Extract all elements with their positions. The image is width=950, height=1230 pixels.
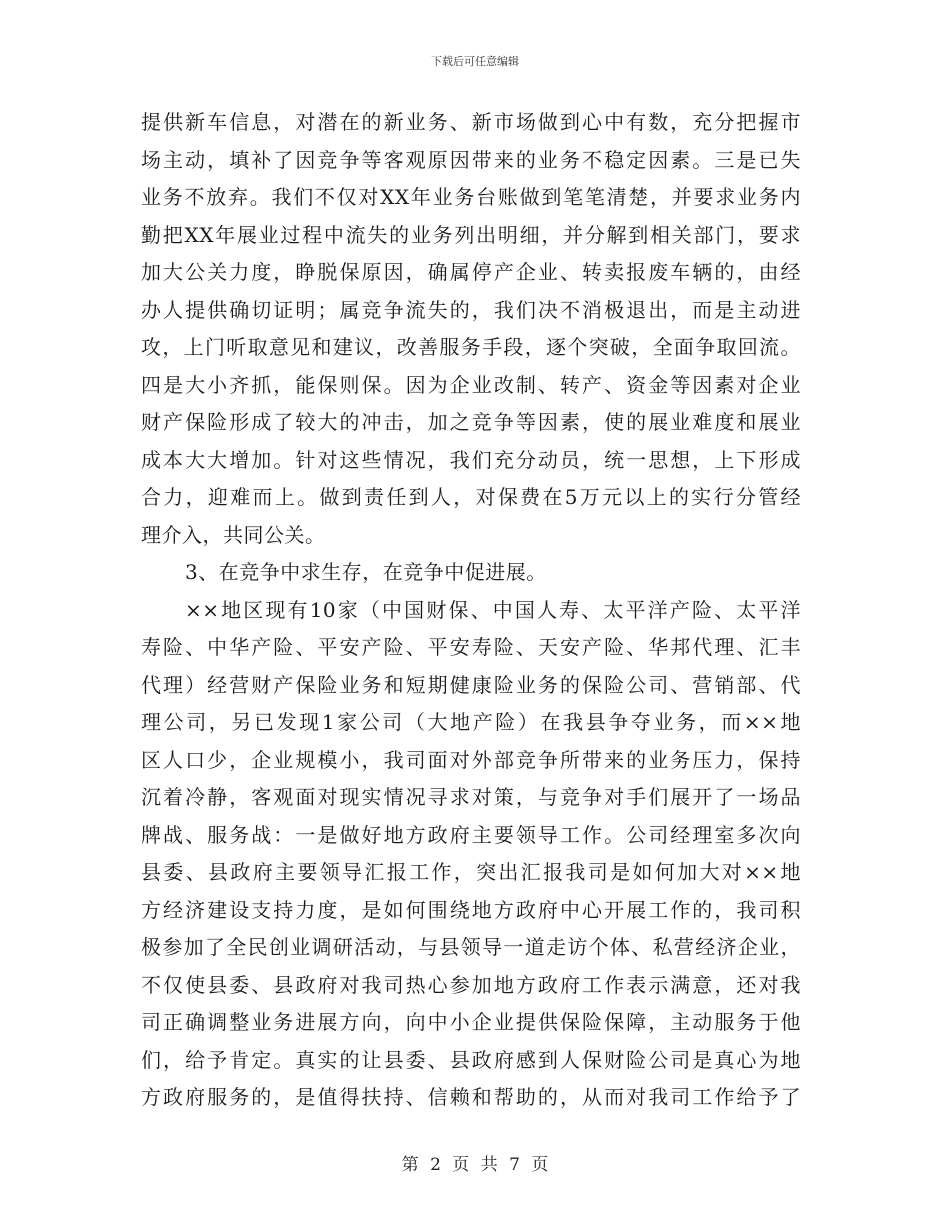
text-line: 寿险、中华产险、平安产险、平安寿险、天安产险、华邦代理、汇丰 <box>141 635 801 659</box>
text-line: ××地区现有10家（中国财保、中国人寿、太平洋产险、太平洋 <box>185 597 801 622</box>
text-line: 不仅使县委、县政府对我司热心参加地方政府工作表示满意，还对我 <box>141 972 801 997</box>
text-line: 极参加了全民创业调研活动，与县领导一道走访个体、私营经济企业， <box>141 935 801 959</box>
text-line: 区人口少，企业规模小，我司面对外部竞争所带来的业务压力，保持 <box>141 747 801 772</box>
page-number: 第 2 页 共 7 页 <box>401 1155 549 1175</box>
text-line: 合力，迎难而上。做到责任到人，对保费在5万元以上的实行分管经 <box>141 485 801 509</box>
section-heading: 3、在竞争中求生存，在竞争中促进展。 <box>185 560 547 584</box>
text-line: 县委、县政府主要领导汇报工作，突出汇报我司是如何加大对××地 <box>141 860 801 884</box>
page-header-note: 下载后可任意编辑 <box>431 55 519 68</box>
text-line: 理介入，共同公关。 <box>141 522 326 547</box>
text-line: 方政府服务的，是值得扶持、信赖和帮助的，从而对我司工作给予了 <box>141 1085 801 1109</box>
text-line: 办人提供确切证明；属竞争流失的，我们决不消极退出，而是主动进 <box>141 297 801 322</box>
text-line: 成本大大增加。针对这些情况，我们充分动员，统一思想，上下形成 <box>141 447 801 472</box>
text-line: 财产保险形成了较大的冲击，加之竞争等因素，使的展业难度和展业 <box>141 410 801 434</box>
text-line: 代理）经营财产保险业务和短期健康险业务的保险公司、营销部、代 <box>141 672 801 697</box>
text-line: 攻，上门听取意见和建议，改善服务手段，逐个突破，全面争取回流。 <box>141 335 801 359</box>
text-line: 业务不放弃。我们不仅对XX年业务台账做到笔笔清楚，并要求业务内 <box>141 185 801 209</box>
text-line: 理公司，另已发现1家公司（大地产险）在我县争夺业务，而××地 <box>141 710 801 734</box>
text-line: 四是大小齐抓，能保则保。因为企业改制、转产、资金等因素对企业 <box>141 372 801 397</box>
text-line: 场主动，填补了因竞争等客观原因带来的业务不稳定因素。三是已失 <box>141 147 801 172</box>
text-line: 勤把XX年展业过程中流失的业务列出明细，并分解到相关部门，要求 <box>141 222 801 247</box>
text-line: 司正确调整业务进展方向，向中小企业提供保险保障，主动服务于他 <box>141 1010 801 1034</box>
text-line: 牌战、服务战：一是做好地方政府主要领导工作。公司经理室多次向 <box>141 822 801 847</box>
text-line: 们，给予肯定。真实的让县委、县政府感到人保财险公司是真心为地 <box>141 1047 801 1072</box>
text-line: 沉着冷静，客观面对现实情况寻求对策，与竞争对手们展开了一场品 <box>141 785 801 809</box>
text-line: 提供新车信息，对潜在的新业务、新市场做到心中有数，充分把握市 <box>141 110 801 134</box>
text-line: 加大公关力度，睁脱保原因，确属停产企业、转卖报废车辆的，由经 <box>141 260 801 284</box>
text-line: 方经济建设支持力度，是如何围绕地方政府中心开展工作的，我司积 <box>141 897 801 922</box>
document-body <box>141 104 801 1117</box>
